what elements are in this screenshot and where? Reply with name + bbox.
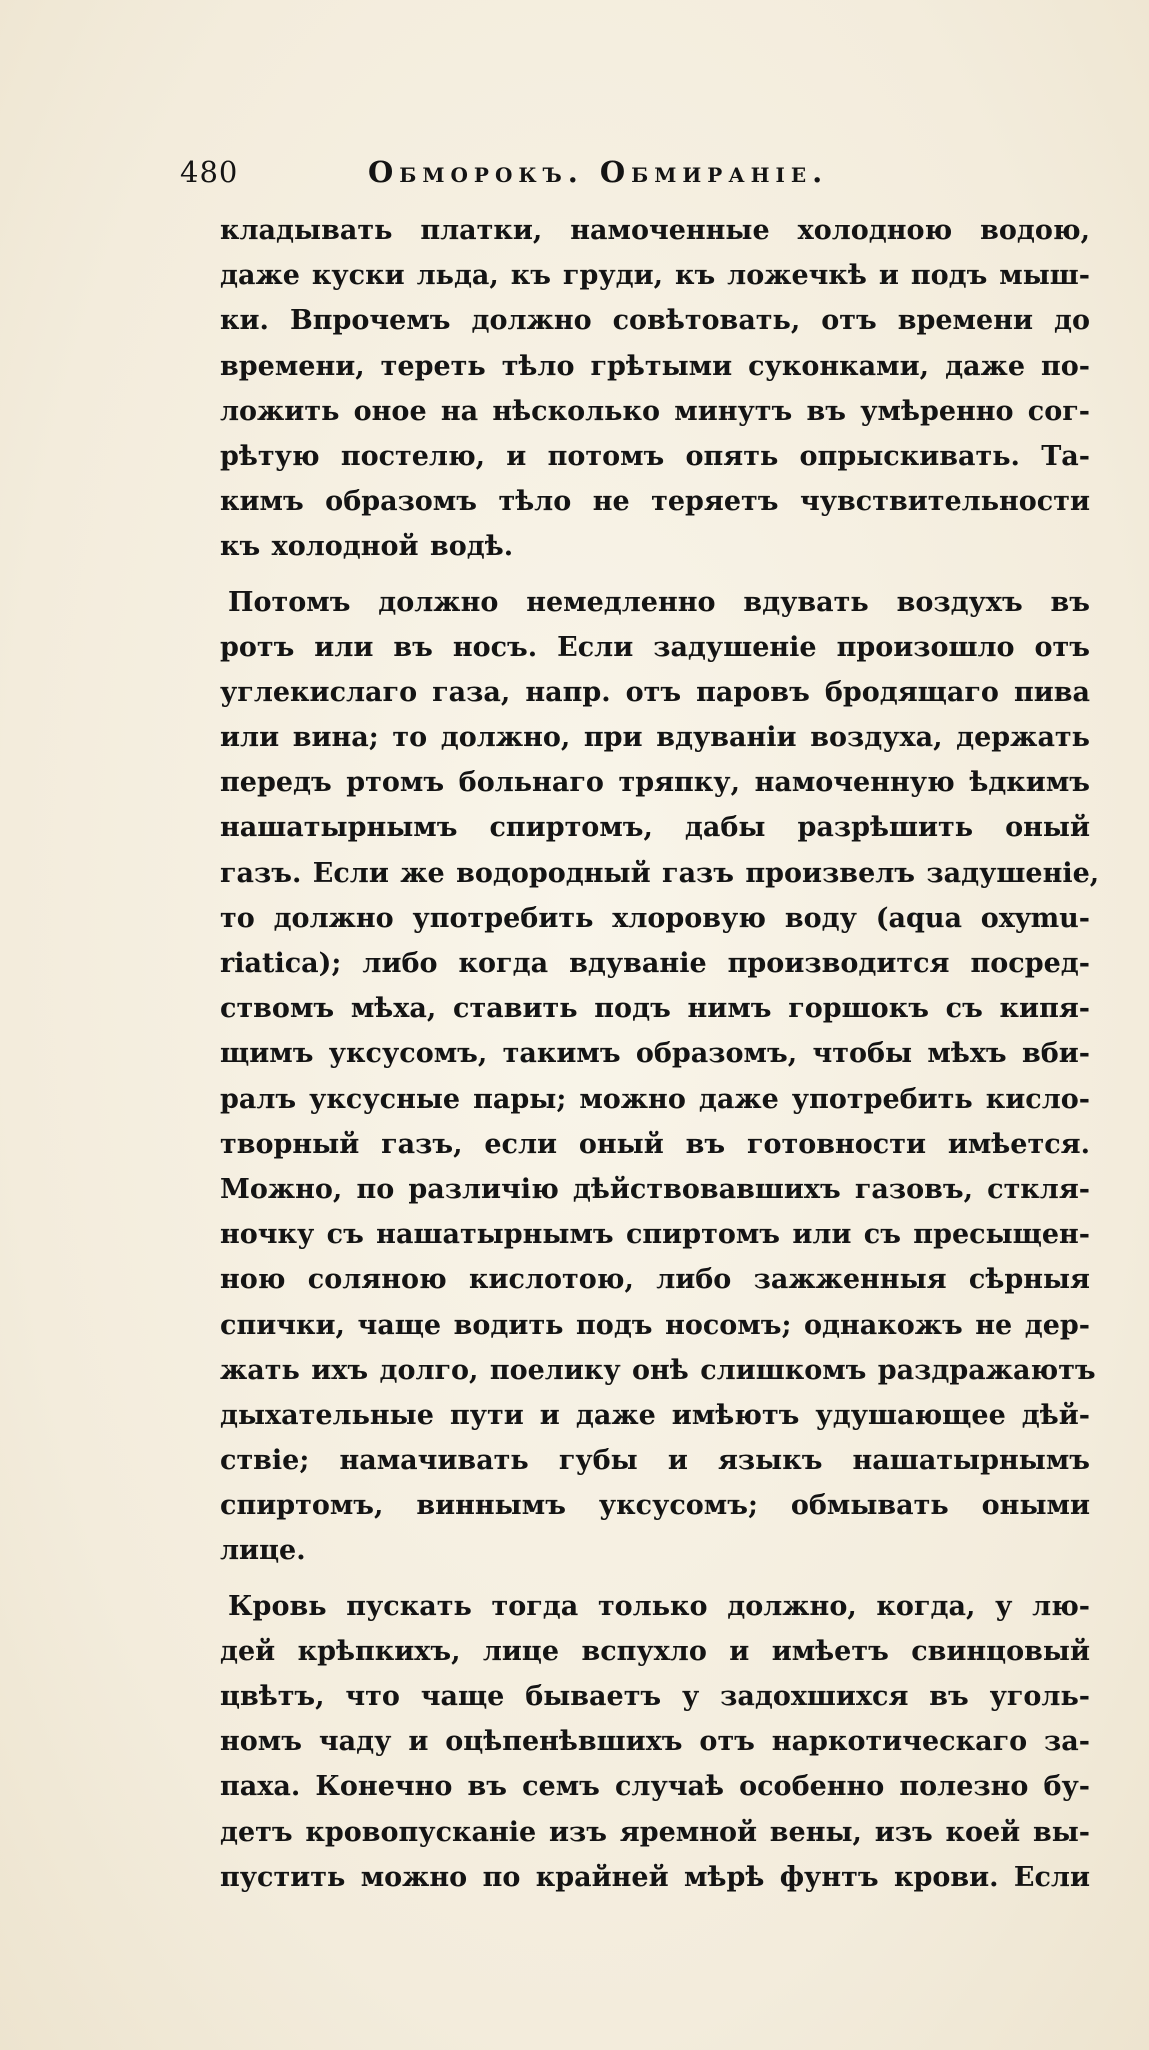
text-line: Можно, по различію дѣйствовавшихъ газовъ, сткля-: [220, 1173, 1090, 1205]
text-line: дей крѣпкихъ, лице вспухло и имѣетъ свинцовый: [220, 1635, 1090, 1667]
text-line: къ холодной водѣ.: [220, 531, 514, 563]
text-line: даже куски льда, къ груди, къ ложечкѣ и подъ мыш-: [220, 260, 1090, 292]
text-line: ротъ или въ носъ. Если задушеніе произошло отъ: [220, 631, 1090, 663]
text-line: спиртомъ, виннымъ уксусомъ; обмывать оными: [220, 1490, 1090, 1522]
text-line: лице.: [220, 1535, 306, 1567]
text-line: дыхательные пути и даже имѣютъ удушающее дѣй-: [220, 1399, 1090, 1431]
text-line: кимъ образомъ тѣло не теряетъ чувствительности: [220, 486, 1090, 518]
text-line: ночку съ нашатырнымъ спиртомъ или съ пресыщен-: [220, 1219, 1090, 1251]
text-line: ствомъ мѣха, ставить подъ нимъ горшокъ съ кипя-: [220, 993, 1090, 1025]
text-line: углекислаго газа, напр. отъ паровъ бродящаго пива: [220, 676, 1090, 708]
text-line: riatica); либо когда вдуваніе производится посред-: [220, 948, 1090, 979]
page-number: 480: [180, 155, 239, 189]
text-line: ки. Впрочемъ должно совѣтовать, отъ времени до: [220, 305, 1090, 337]
text-line: нашатырнымъ спиртомъ, дабы разрѣшить оный: [220, 812, 1090, 844]
text-line: номъ чаду и оцѣпенѣвшихъ отъ наркотическаго за-: [220, 1726, 1090, 1758]
text-line: ложить оное на нѣсколько минутъ въ умѣренно сог-: [220, 395, 1090, 427]
text-line: кладывать платки, намоченные холодною водою,: [220, 215, 1090, 246]
text-line: Кровь пускать тогда только должно, когда, у лю-: [228, 1590, 1090, 1622]
body-text: [220, 208, 1100, 1900]
running-title: Обморокъ. Обмираніе.: [368, 155, 829, 189]
text-line: ралъ уксусные пары; можно даже употребить кисло-: [220, 1083, 1090, 1115]
text-line: щимъ уксусомъ, такимъ образомъ, чтобы мѣхъ вби-: [220, 1038, 1090, 1070]
paragraph-gap: [220, 570, 1090, 580]
page-header: [180, 150, 1080, 194]
text-line: ною соляною кислотою, либо зажженныя сѣрныя: [220, 1264, 1090, 1296]
paragraph-gap: [220, 1574, 1090, 1584]
text-line: Потомъ должно немедленно вдувать воздухъ въ: [228, 586, 1090, 618]
text-line: пустить можно по крайней мѣрѣ фунтъ крови. Если: [220, 1861, 1090, 1893]
text-line: то должно употребить хлоровую воду (aqua oxymu-: [220, 902, 1090, 934]
text-line: или вина; то должно, при вдуваніи воздуха, держать: [220, 722, 1090, 754]
text-line: детъ кровопусканіе изъ яремной вены, изъ коей вы-: [220, 1816, 1090, 1848]
text-line: паха. Конечно въ семъ случаѣ особенно полезно бу-: [220, 1771, 1090, 1803]
text-line: цвѣтъ, что чаще бываетъ у задохшихся въ уголь-: [220, 1681, 1090, 1712]
text-line: спички, чаще водить подъ носомъ; однакожъ не дер-: [220, 1309, 1090, 1341]
text-line: времени, тереть тѣло грѣтыми суконками, даже по-: [220, 350, 1090, 382]
text-line: творный газъ, если оный въ готовности имѣется.: [220, 1128, 1090, 1160]
text-line: рѣтую постелю, и потомъ опять опрыскивать. Та-: [220, 440, 1090, 472]
text-line: ствіе; намачивать губы и языкъ нашатырнымъ: [220, 1445, 1090, 1477]
text-line: передъ ртомъ больнаго тряпку, намоченную ѣдкимъ: [220, 767, 1090, 799]
text-line: жать ихъ долго, поелику онѣ слишкомъ раздражаютъ: [220, 1354, 1096, 1386]
text-line: газъ. Если же водородный газъ произвелъ задушеніе,: [220, 857, 1100, 889]
